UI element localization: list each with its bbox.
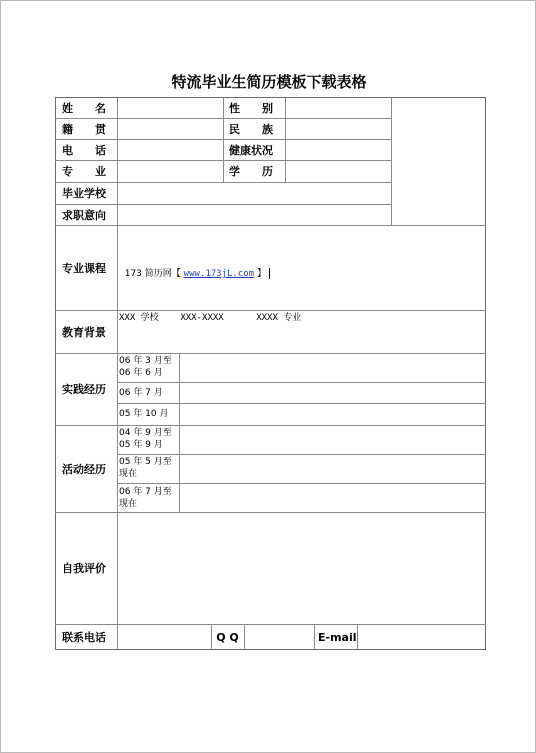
email-field[interactable] [358, 625, 485, 650]
label-practice-experience: 实践经历 [62, 383, 106, 396]
education-text: XXX 学校 XXX-XXXX XXXX 专业 [119, 313, 302, 323]
label-email: E-mail [318, 630, 357, 644]
education-level-field[interactable] [286, 161, 391, 182]
row-divider [117, 403, 486, 404]
photo-cell[interactable] [392, 98, 485, 225]
courses-prefix: 173 简历网【 [124, 269, 184, 279]
practice-date: 06 年 3 月至 06 年 6 月 [119, 356, 172, 378]
col-divider [223, 97, 224, 182]
courses-link[interactable]: www.173jL.com [183, 269, 255, 279]
activity-date: 06 年 7 月至 现在 [119, 487, 172, 509]
row-divider [55, 353, 486, 354]
activity-date: 05 年 5 月至 现在 [119, 457, 172, 479]
label-name: 姓 名 [62, 101, 106, 115]
row-divider [117, 483, 486, 484]
courses-text [119, 256, 270, 280]
name-field[interactable] [118, 98, 223, 118]
label-contact-phone: 联系电话 [62, 631, 106, 644]
row-divider [117, 382, 486, 383]
label-native-place: 籍 贯 [62, 122, 106, 136]
major-field[interactable] [118, 161, 223, 182]
row-divider [55, 225, 486, 226]
label-gender: 性 别 [229, 101, 273, 115]
self-evaluation-field[interactable] [118, 513, 485, 624]
label-qq: Q Q [216, 630, 239, 644]
row-divider [55, 425, 486, 426]
text-cursor [269, 268, 270, 279]
label-education-level: 学 历 [229, 165, 273, 178]
row-divider [117, 454, 486, 455]
col-divider [179, 353, 180, 512]
qq-field[interactable] [245, 625, 314, 650]
ethnicity-field[interactable] [286, 119, 391, 139]
courses-suffix: 】 [254, 269, 266, 279]
school-field[interactable] [118, 183, 391, 204]
label-self-evaluation: 自我评价 [62, 562, 106, 575]
practice-date: 06 年 7 月 [119, 388, 163, 398]
activity-date: 04 年 9 月至 05 年 9 月 [119, 428, 172, 450]
health-field[interactable] [286, 140, 391, 160]
row-divider [55, 310, 486, 311]
label-health: 健康状况 [229, 143, 273, 157]
label-school: 毕业学校 [62, 187, 106, 200]
contact-phone-field[interactable] [118, 625, 211, 650]
label-courses: 专业课程 [62, 261, 106, 275]
label-activity-experience: 活动经历 [62, 462, 106, 476]
label-education-background: 教育背景 [62, 325, 106, 339]
gender-field[interactable] [286, 98, 391, 118]
phone-field[interactable] [118, 140, 223, 160]
native-place-field[interactable] [118, 119, 223, 139]
label-phone: 电 话 [62, 143, 106, 157]
practice-date: 05 年 10 月 [119, 409, 169, 419]
label-ethnicity: 民 族 [229, 122, 273, 136]
col-divider [314, 624, 315, 650]
job-intention-field[interactable] [118, 205, 391, 225]
label-major: 专 业 [62, 165, 106, 178]
label-job-intention: 求职意向 [62, 208, 106, 222]
document-title: 特流毕业生简历模板下载表格 [171, 73, 367, 91]
